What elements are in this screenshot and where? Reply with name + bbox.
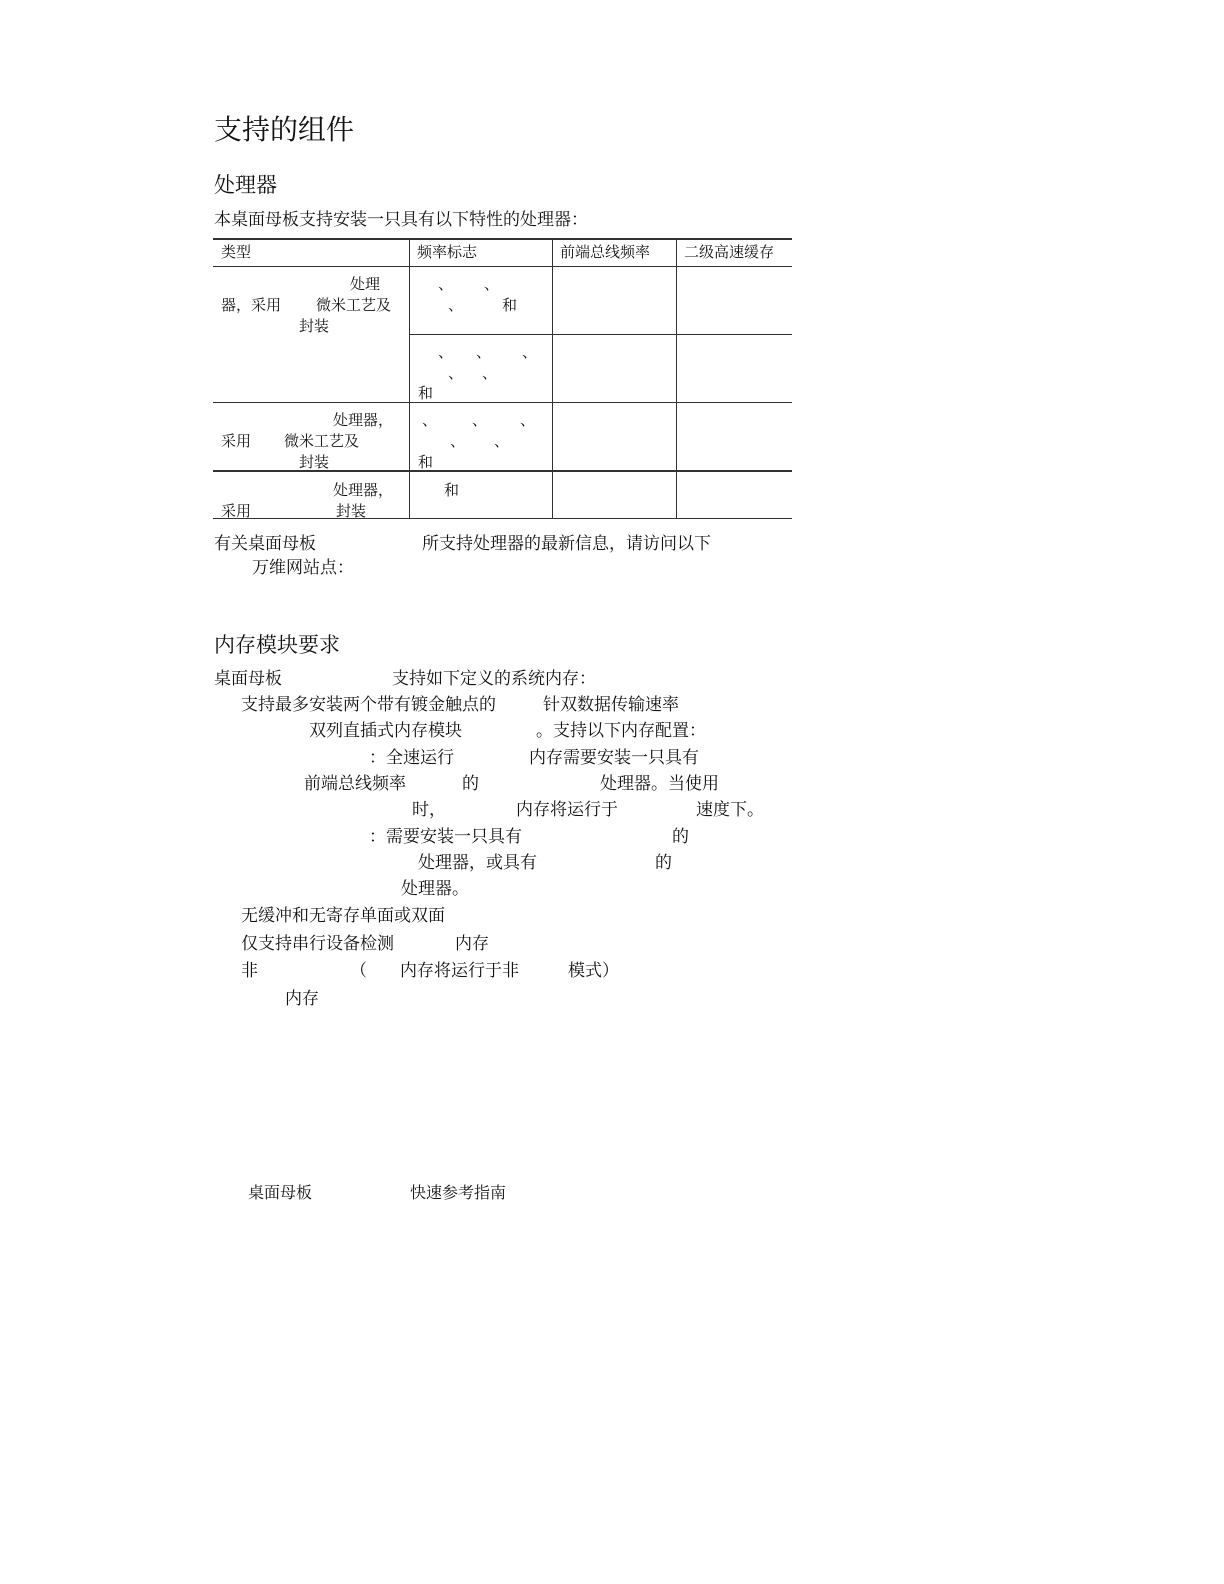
memory-line: 内存将运行于非 (400, 961, 519, 981)
table-cell: 、 (450, 432, 466, 450)
table-cell: 、 (472, 411, 488, 429)
table-cell: 处理器， (333, 411, 394, 429)
table-row-rule (213, 402, 792, 403)
table-cell: 微米工艺及 (316, 296, 392, 314)
table-header-freq: 频率标志 (417, 243, 478, 261)
memory-line: 。支持以下内存配置： (536, 721, 706, 741)
memory-line: 仅支持串行设备检测 (241, 934, 394, 954)
memory-line: 的 (462, 774, 479, 794)
memory-line: 内存将运行于 (516, 800, 618, 820)
table-cell: 处理 (350, 275, 381, 293)
memory-line: 针双数据传输速率 (543, 695, 679, 715)
table-cell: 、 (482, 364, 498, 382)
memory-line: 前端总线频率 (304, 774, 406, 794)
memory-line: 内存 (455, 934, 489, 954)
memory-line: （ (350, 961, 367, 981)
table-cell: 、 (448, 364, 464, 382)
table-top-rule (213, 238, 792, 240)
table-cell: 采用 (221, 432, 252, 450)
memory-intro: 桌面母板 (214, 669, 282, 689)
table-cell: 、 (438, 343, 454, 361)
processor-heading: 处理器 (214, 173, 277, 197)
table-cell: 和 (502, 296, 518, 314)
table-col-divider (552, 238, 553, 519)
table-cell: 处理器， (333, 481, 394, 499)
processor-note: 所支持处理器的最新信息，请访问以下 (422, 534, 711, 554)
table-cell: 封装 (299, 453, 330, 471)
table-col-divider (676, 238, 677, 519)
memory-line: 双列直插式内存模块 (309, 721, 462, 741)
table-header-type: 类型 (221, 243, 252, 261)
table-cell: 封装 (336, 502, 367, 520)
processor-intro: 本桌面母板支持安装一只具有以下特性的处理器： (214, 210, 588, 230)
table-cell: 、 (438, 275, 454, 293)
memory-line: 内存需要安装一只具有 (529, 748, 699, 768)
processor-note: 万维网站点： (252, 558, 354, 578)
table-header-rule (213, 266, 792, 267)
page-title: 支持的组件 (214, 113, 355, 146)
table-cell: 和 (418, 384, 434, 402)
table-cell: 采用 (221, 502, 252, 520)
table-cell: 和 (418, 453, 434, 471)
memory-line: 时， (412, 800, 446, 820)
memory-line: 支持最多安装两个带有镀金触点的 (241, 695, 496, 715)
table-cell: 、 (484, 275, 500, 293)
memory-line: 处理器。当使用 (600, 774, 719, 794)
memory-intro: 支持如下定义的系统内存： (392, 669, 596, 689)
memory-line: ：需要安装一只具有 (369, 827, 522, 847)
table-cell: 、 (476, 343, 492, 361)
table-cell: 微米工艺及 (284, 432, 360, 450)
memory-line: 的 (672, 827, 689, 847)
table-cell: 器，采用 (221, 296, 282, 314)
table-col-divider (409, 238, 410, 519)
footer-left: 桌面母板 (248, 1183, 313, 1202)
footer-right: 快速参考指南 (410, 1183, 507, 1202)
memory-line: ：全速运行 (369, 748, 454, 768)
memory-line: 速度下。 (696, 800, 764, 820)
table-cell: 、 (520, 411, 536, 429)
memory-heading: 内存模块要求 (214, 633, 340, 657)
processor-note: 有关桌面母板 (214, 534, 316, 554)
table-cell: 、 (448, 296, 464, 314)
table-cell: 和 (444, 481, 460, 499)
memory-line: 模式） (568, 961, 619, 981)
table-bottom-rule (213, 518, 792, 519)
table-cell: 、 (422, 411, 438, 429)
memory-line: 处理器，或具有 (418, 853, 537, 873)
memory-line: 非 (241, 961, 258, 981)
memory-line: 处理器。 (401, 879, 469, 899)
table-cell: 、 (494, 432, 510, 450)
table-subrow-rule (410, 334, 792, 335)
memory-line: 无缓冲和无寄存单面或双面 (241, 906, 445, 926)
table-header-fsb: 前端总线频率 (560, 243, 651, 261)
memory-line: 内存 (285, 989, 319, 1009)
table-cell: 、 (522, 343, 538, 361)
memory-line: 的 (655, 853, 672, 873)
table-cell: 封装 (299, 317, 330, 335)
table-header-l2: 二级高速缓存 (684, 243, 775, 261)
